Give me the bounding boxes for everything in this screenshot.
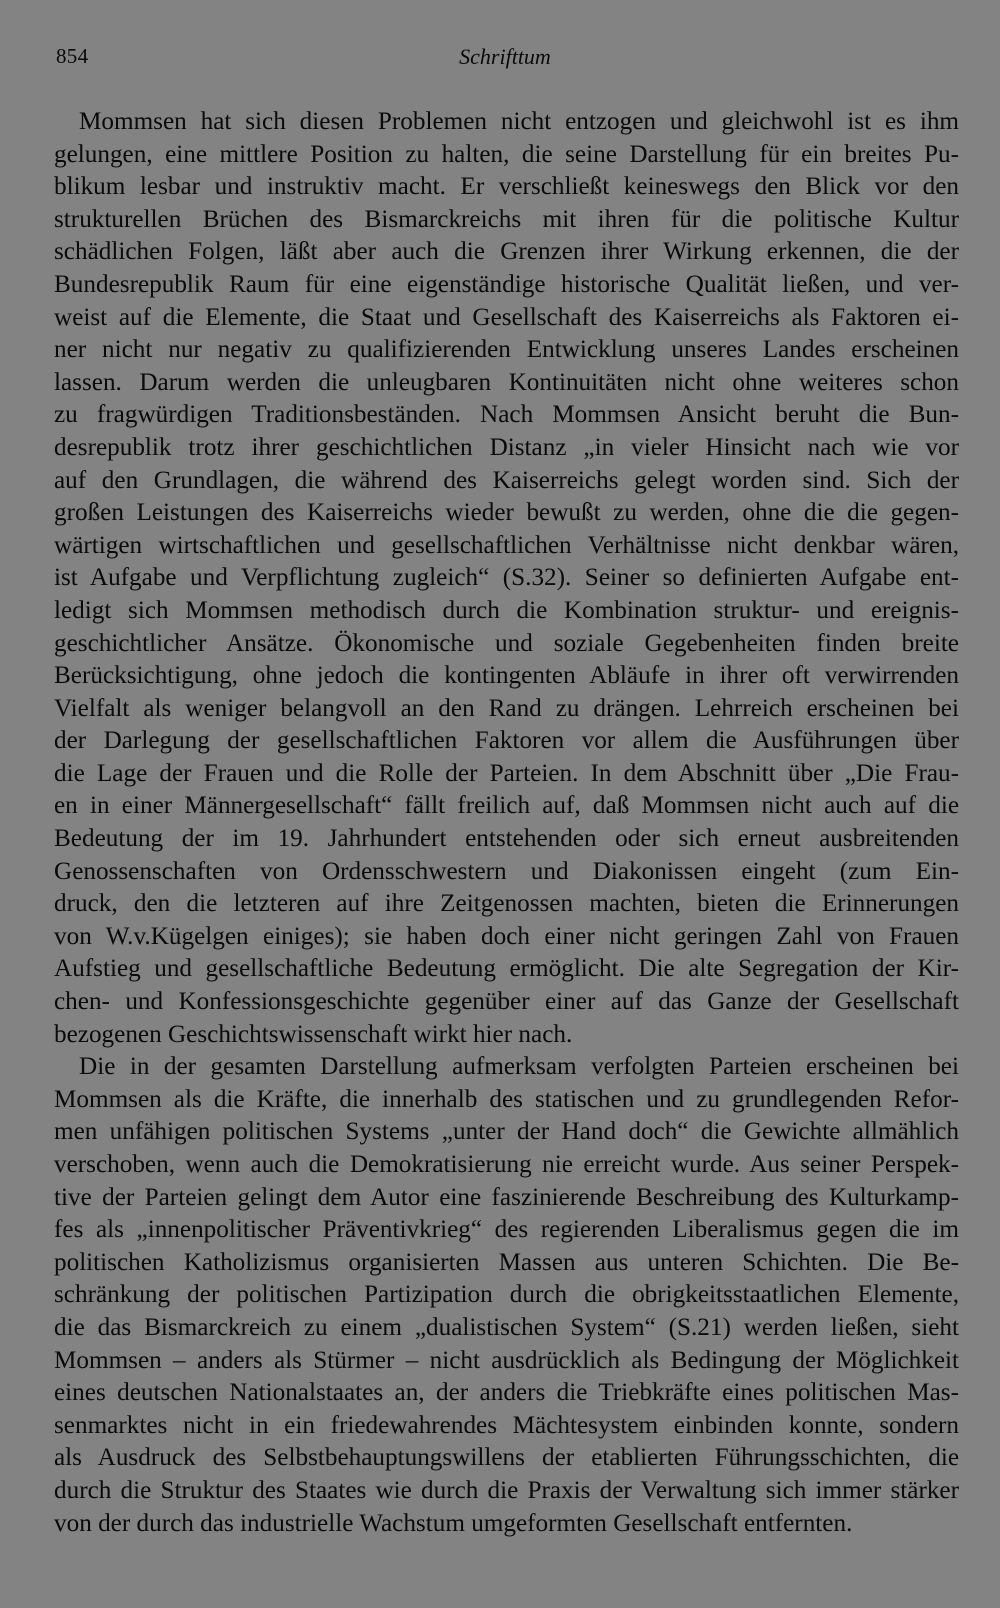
body-text [54, 106, 959, 1540]
text-line: Die in der gesamten Darstellung aufmerksam verfolgten Parteien erscheinen bei [79, 1053, 959, 1081]
text-line: eines deutschen Nationalstaates an, der anders die Triebkräfte eines politischen Mas- [54, 1379, 959, 1407]
text-line: schränkung der politischen Partizipation durch die obrigkeitsstaatlichen Elemente, [54, 1281, 959, 1309]
text-line: druck, den die letzteren auf ihre Zeitgenossen machten, bieten die Erinnerungen [54, 890, 959, 918]
text-line: Aufstieg und gesellschaftliche Bedeutung ermöglicht. Die alte Segregation der Kir- [54, 955, 959, 983]
text-line: von der durch das industrielle Wachstum umgeformten Gesellschaft entfernten. [54, 1509, 853, 1537]
text-line: Bedeutung der im 19. Jahrhundert entstehenden oder sich erneut ausbreitenden [54, 825, 959, 853]
text-line: en in einer Männergesellschaft“ fällt freilich auf, daß Mommsen nicht auch auf die [54, 792, 959, 820]
text-line: zu fragwürdigen Traditionsbeständen. Nach Mommsen Ansicht beruht die Bun- [54, 401, 959, 429]
text-line: tive der Parteien gelingt dem Autor eine faszinierende Beschreibung des Kulturkamp- [54, 1183, 959, 1211]
text-line: als Ausdruck des Selbstbehauptungswillens der etablierten Führungsschichten, die [54, 1444, 959, 1472]
text-line: Bundesrepublik Raum für eine eigenständige historische Qualität ließen, und ver- [54, 270, 959, 298]
text-line: durch die Struktur des Staates wie durch die Praxis der Verwaltung sich immer stärker [54, 1476, 959, 1504]
document-page [50, 36, 960, 1596]
text-line: die Lage der Frauen und die Rolle der Parteien. In dem Abschnitt über „Die Frau- [54, 759, 959, 787]
text-line: Berücksichtigung, ohne jedoch die kontingenten Abläufe in ihrer oft verwirrenden [54, 662, 959, 690]
text-line: geschichtlicher Ansätze. Ökonomische und soziale Gegebenheiten finden breite [54, 629, 959, 657]
text-line: Mommsen als die Kräfte, die innerhalb des statischen und zu grundlegenden Refor- [54, 1085, 959, 1113]
text-line: verschoben, wenn auch die Demokratisierung nie erreicht wurde. Aus seiner Perspek- [54, 1151, 959, 1178]
text-line: ist Aufgabe und Verpflichtung zugleich“ (S.32). Seiner so definierten Aufgabe ent- [54, 564, 959, 592]
text-line: die das Bismarckreich zu einem „dualistischen System“ (S.21) werden ließen, sieht [54, 1313, 959, 1341]
text-line: Mommsen hat sich diesen Problemen nicht entzogen und gleichwohl ist es ihm [79, 108, 959, 135]
paragraph [54, 1051, 959, 1540]
text-line: men unfähigen politischen Systems „unter der Hand doch“ die Gewichte allmählich [54, 1118, 959, 1146]
text-line: weist auf die Elemente, die Staat und Gesellschaft des Kaiserreichs als Faktoren ei- [54, 303, 959, 331]
text-line: großen Leistungen des Kaiserreichs wieder bewußt zu werden, ohne die die gegen- [54, 499, 959, 527]
text-line: politischen Katholizismus organisierten Massen aus unteren Schichten. Die Be- [54, 1248, 959, 1276]
text-line: desrepublik trotz ihrer geschichtlichen Distanz „in vieler Hinsicht nach wie vor [54, 433, 959, 461]
paragraph [54, 106, 959, 1051]
text-line: gelungen, eine mittlere Position zu halten, die seine Darstellung für ein breites Pu- [54, 140, 959, 168]
text-line: bezogenen Geschichtswissenschaft wirkt hier nach. [54, 1020, 573, 1048]
text-line: auf den Grundlagen, die während des Kaiserreichs gelegt worden sind. Sich der [54, 466, 959, 494]
text-line: fes als „innenpolitischer Präventivkrieg“ des regierenden Liberalismus gegen die im [54, 1216, 959, 1244]
text-line: schädlichen Folgen, läßt aber auch die Grenzen ihrer Wirkung erkennen, die der [54, 238, 959, 266]
text-line: strukturellen Brüchen des Bismarckreichs mit ihren für die politische Kultur [54, 205, 959, 233]
text-line: von W.v.Kügelgen einiges); sie haben doch einer nicht geringen Zahl von Frauen [54, 922, 959, 950]
text-line: senmarktes nicht in ein friedewahrendes Mächtesystem einbinden konnte, sondern [54, 1411, 959, 1439]
text-line: wärtigen wirtschaftlichen und gesellschaftlichen Verhältnisse nicht denkbar wären, [54, 531, 959, 559]
text-line: ledigt sich Mommsen methodisch durch die Kombination struktur- und ereignis- [54, 596, 959, 624]
page-number: 854 [56, 44, 89, 68]
text-line: blikum lesbar und instruktiv macht. Er verschließt keineswegs den Blick vor den [54, 173, 959, 201]
text-line: chen- und Konfessionsgeschichte gegenüber einer auf das Ganze der Gesellschaft [54, 988, 959, 1016]
text-line: ner nicht nur negativ zu qualifizierenden Entwicklung unseres Landes erscheinen [54, 336, 959, 364]
page-header [50, 36, 960, 76]
text-line: Mommsen – anders als Stürmer – nicht ausdrücklich als Bedingung der Möglichkeit [54, 1346, 959, 1374]
text-line: der Darlegung der gesellschaftlichen Faktoren vor allem die Ausführungen über [54, 727, 959, 755]
text-line: lassen. Darum werden die unleugbaren Kontinuitäten nicht ohne weiteres schon [54, 368, 959, 396]
text-line: Genossenschaften von Ordensschwestern und Diakonissen eingeht (zum Ein- [54, 857, 959, 885]
text-line: Vielfalt als weniger belangvoll an den Rand zu drängen. Lehrreich erscheinen bei [54, 694, 959, 722]
running-title: Schrifttum [459, 44, 551, 69]
